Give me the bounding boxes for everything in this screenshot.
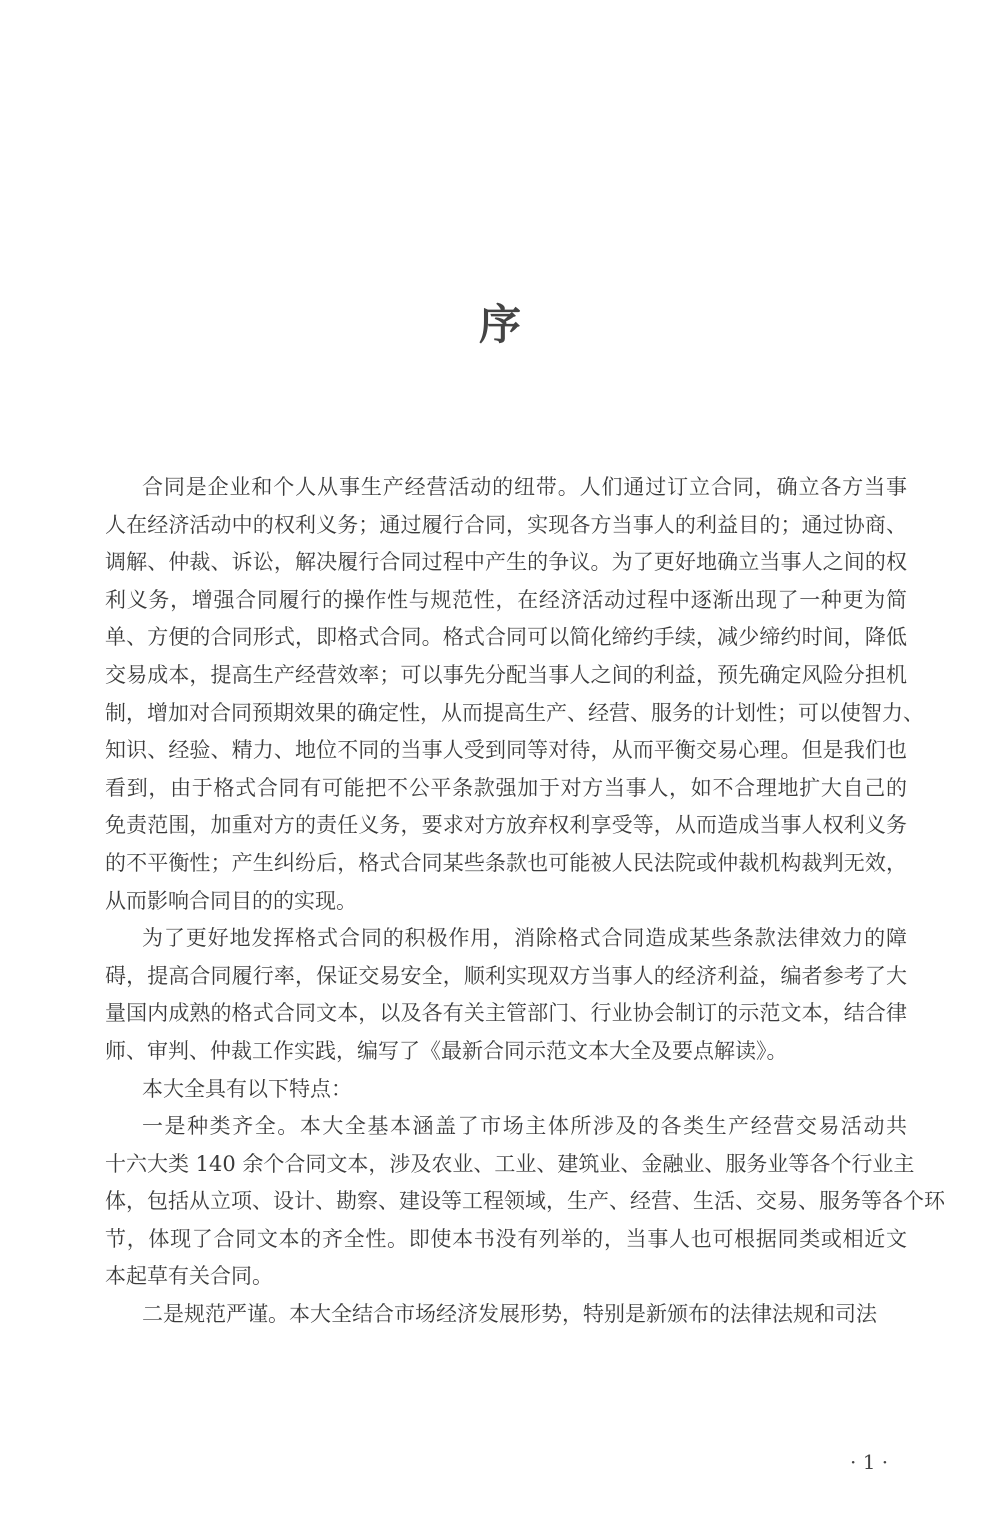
paragraph bbox=[105, 469, 924, 920]
text-line: 看到，由于格式合同有可能把不公平条款强加于对方当事人，如不合理地扩大自己的 bbox=[105, 775, 907, 800]
paragraph bbox=[105, 920, 907, 1070]
text-line: 的不平衡性；产生纠纷后，格式合同某些条款也可能被人民法院或仲裁机构裁判无效， bbox=[105, 850, 907, 875]
paragraph bbox=[105, 1296, 907, 1334]
page-number: · 1 · bbox=[850, 1450, 889, 1474]
text-line: 一是种类齐全。本大全基本涵盖了市场主体所涉及的各类生产经营交易活动共 bbox=[142, 1114, 907, 1139]
text-line: 人在经济活动中的权利义务；通过履行合同，实现各方当事人的利益目的；通过协商、 bbox=[105, 512, 907, 537]
text-line: 量国内成熟的格式合同文本，以及各有关主管部门、行业协会制订的示范文本，结合律 bbox=[105, 1001, 907, 1026]
text-line: 调解、仲裁、诉讼，解决履行合同过程中产生的争议。为了更好地确立当事人之间的权 bbox=[105, 550, 907, 575]
text-line: 知识、经验、精力、地位不同的当事人受到同等对待，从而平衡交易心理。但是我们也 bbox=[105, 738, 907, 763]
text-line: 免责范围，加重对方的责任义务，要求对方放弃权利享受等，从而造成当事人权利义务 bbox=[105, 813, 907, 838]
text-line: 本大全具有以下特点： bbox=[142, 1076, 352, 1101]
text-line: 体，包括从立项、设计、勘察、建设等工程领域，生产、经营、生活、交易、服务等各个环 bbox=[105, 1189, 945, 1214]
text-line: 节，体现了合同文本的齐全性。即使本书没有列举的，当事人也可根据同类或相近文 bbox=[105, 1226, 907, 1251]
text-line: 制，增加对合同预期效果的确定性，从而提高生产、经营、服务的计划性；可以使智力、 bbox=[105, 700, 924, 725]
text-line: 二是规范严谨。本大全结合市场经济发展形势，特别是新颁布的法律法规和司法 bbox=[142, 1302, 877, 1327]
text-line: 单、方便的合同形式，即格式合同。格式合同可以简化缔约手续，减少缔约时间，降低 bbox=[105, 625, 907, 650]
paragraph bbox=[105, 1071, 907, 1109]
page-title: 序 bbox=[478, 300, 521, 349]
text-line: 碍，提高合同履行率，保证交易安全，顺利实现双方当事人的经济利益，编者参考了大 bbox=[105, 963, 907, 988]
text-line: 从而影响合同目的的实现。 bbox=[105, 888, 357, 913]
text-line: 合同是企业和个人从事生产经营活动的纽带。人们通过订立合同，确立各方当事 bbox=[142, 475, 907, 499]
paragraph bbox=[105, 1108, 945, 1296]
text-line: 交易成本，提高生产经营效率；可以事先分配当事人之间的利益，预先确定风险分担机 bbox=[105, 662, 907, 687]
document-body bbox=[105, 469, 945, 1334]
text-line: 利义务，增强合同履行的操作性与规范性，在经济活动过程中逐渐出现了一种更为简 bbox=[105, 587, 907, 612]
text-line: 师、审判、仲裁工作实践，编写了《最新合同示范文本大全及要点解读》。 bbox=[105, 1038, 788, 1063]
text-line: 本起草有关合同。 bbox=[105, 1264, 273, 1289]
text-line: 十六大类 140 余个合同文本，涉及农业、工业、建筑业、金融业、服务业等各个行业主 bbox=[105, 1151, 915, 1176]
text-line: 为了更好地发挥格式合同的积极作用，消除格式合同造成某些条款法律效力的障 bbox=[142, 926, 907, 951]
